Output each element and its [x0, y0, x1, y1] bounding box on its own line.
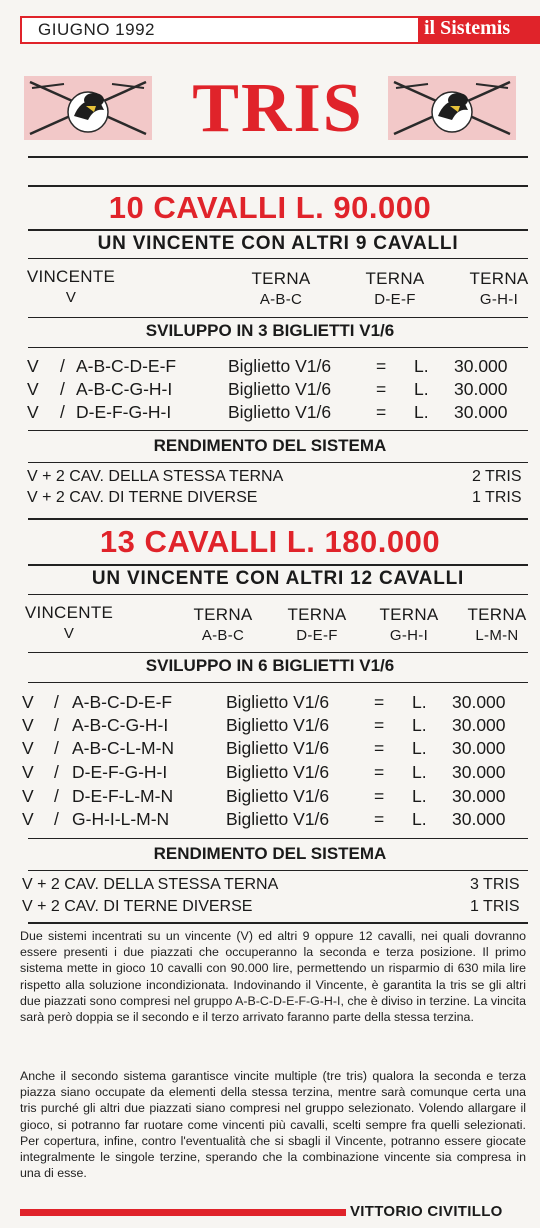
horse-racing-emblem-right [388, 76, 516, 140]
column-value: V [65, 289, 77, 306]
cell-text: = [376, 379, 387, 399]
system1-column-terna-2 [354, 268, 436, 310]
cell-text: 30.000 [454, 356, 508, 376]
column-label: TERNA [365, 269, 425, 288]
column-value: G-H-I [389, 627, 429, 644]
cell-text: V [27, 402, 39, 422]
cell-text: = [374, 786, 385, 806]
system2-ticket-row [0, 809, 540, 832]
cell-text: / [60, 379, 65, 399]
system2-ticket-row [0, 762, 540, 785]
column-label: TERNA [287, 605, 347, 624]
cell-text: A-B-C-L-M-N [72, 738, 175, 758]
cell-text: A-B-C-D-E-F [76, 356, 177, 376]
cell-text: L. [412, 692, 427, 712]
system2-column-terna-4 [458, 604, 536, 646]
cell-text: = [376, 402, 387, 422]
issue-date: GIUGNO 1992 [20, 16, 418, 44]
divider [28, 185, 528, 187]
divider [28, 838, 528, 839]
system2-column-terna-2 [278, 604, 356, 646]
cell-text: Biglietto V1/6 [228, 402, 332, 422]
magazine-brand: il Sistemis [418, 16, 540, 44]
divider [28, 652, 528, 653]
cell-text: 2 TRIS [472, 468, 522, 485]
cell-text: Biglietto V1/6 [228, 379, 332, 399]
system1-subhead: UN VINCENTE CON ALTRI 9 CAVALLI [97, 233, 459, 254]
system2-column-vincente [22, 602, 116, 644]
masthead [0, 0, 540, 44]
cell-text: 30.000 [452, 786, 506, 806]
divider [28, 922, 528, 924]
system1-ticket-row [0, 402, 540, 425]
article-paragraph: Anche il secondo sistema garantisce vincite multiple (tre tris) qualora la seconda e terza piazza siano occupate da elementi della stessa terzina, mentre sarà comunque certa una tris purché gli altri due piazzati siano compresi nel gruppo selezionato. Volendo allargare il gioco, si potranno far ruotare come vincenti più cavalli, scelti sempre fra quelli selezionati. Per copertura, infine, contro l'eventualità che si sbagli il Vincente, potranno essere giocate integralmente le singole terzine, sperando che la combinazione vincente sia compresa in una di esse. [20, 1069, 526, 1181]
cell-text: = [374, 692, 385, 712]
system1-headline: 10 CAVALLI L. 90.000 [108, 190, 432, 225]
cell-text: 30.000 [452, 715, 506, 735]
cell-text: L. [414, 402, 429, 422]
cell-text: / [54, 762, 59, 782]
divider [28, 462, 528, 463]
divider [28, 317, 528, 318]
cell-text: 30.000 [452, 692, 506, 712]
cell-text: A-B-C-G-H-I [72, 715, 169, 735]
cell-text: / [54, 786, 59, 806]
cell-text: = [376, 356, 387, 376]
cell-text: V [22, 762, 34, 782]
column-label: TERNA [467, 605, 527, 624]
cell-text: = [374, 738, 385, 758]
cell-text: V [22, 809, 34, 829]
cell-text: Biglietto V1/6 [226, 809, 330, 829]
cell-text: / [54, 692, 59, 712]
divider [28, 594, 528, 595]
divider [28, 518, 528, 520]
column-value: D-E-F [374, 291, 416, 308]
system2-column-terna-1 [184, 604, 262, 646]
cell-text: 30.000 [454, 402, 508, 422]
cell-text: D-E-F-G-H-I [76, 402, 172, 422]
cell-text: 3 TRIS [470, 876, 520, 893]
cell-text: A-B-C-G-H-I [76, 379, 173, 399]
system1-yield-row [0, 468, 540, 489]
cell-text: / [60, 356, 65, 376]
system1-column-terna-3 [460, 268, 538, 310]
cell-text: / [54, 715, 59, 735]
cell-text: L. [412, 809, 427, 829]
cell-text: V + 2 CAV. DI TERNE DIVERSE [27, 489, 258, 506]
cell-text: L. [414, 356, 429, 376]
cell-text: / [60, 402, 65, 422]
divider [28, 229, 528, 231]
cell-text: Biglietto V1/6 [226, 715, 330, 735]
cell-text: = [374, 809, 385, 829]
cell-text: Biglietto V1/6 [226, 786, 330, 806]
cell-text: / [54, 738, 59, 758]
cell-text: Biglietto V1/6 [226, 692, 330, 712]
system1-yield-title: RENDIMENTO DEL SISTEMA [153, 436, 387, 455]
cell-text: 1 TRIS [470, 898, 520, 915]
system2-ticket-row [0, 786, 540, 809]
cell-text: V + 2 CAV. DELLA STESSA TERNA [27, 468, 284, 485]
cell-text: V [27, 379, 39, 399]
cell-text: 30.000 [454, 379, 508, 399]
column-label: TERNA [251, 269, 311, 288]
column-label: VINCENTE [26, 267, 116, 286]
cell-text: V [22, 738, 34, 758]
column-value: G-H-I [479, 291, 519, 308]
column-value: A-B-C [201, 627, 245, 644]
system2-subhead: UN VINCENTE CON ALTRI 12 CAVALLI [91, 568, 465, 589]
system2-yield-row [0, 898, 540, 919]
cell-text: = [374, 762, 385, 782]
cell-text: V [22, 692, 34, 712]
system1-development-title: SVILUPPO IN 3 BIGLIETTI V1/6 [145, 321, 395, 340]
cell-text: 1 TRIS [472, 489, 522, 506]
cell-text: L. [414, 379, 429, 399]
column-label: TERNA [193, 605, 253, 624]
cell-text: L. [412, 762, 427, 782]
system2-ticket-row [0, 692, 540, 715]
divider [28, 430, 528, 431]
cell-text: L. [412, 738, 427, 758]
page-title: TRIS [192, 70, 364, 147]
cell-text: D-E-F-L-M-N [72, 786, 174, 806]
cell-text: V [27, 356, 39, 376]
cell-text: V + 2 CAV. DI TERNE DIVERSE [22, 898, 253, 915]
cell-text: 30.000 [452, 809, 506, 829]
column-value: D-E-F [296, 627, 338, 644]
cell-text: 30.000 [452, 762, 506, 782]
cell-text: V [22, 715, 34, 735]
cell-text: Biglietto V1/6 [228, 356, 332, 376]
cell-text: V [22, 786, 34, 806]
system1-ticket-row [0, 356, 540, 379]
divider [28, 564, 528, 566]
system2-headline: 13 CAVALLI L. 180.000 [99, 524, 441, 559]
system1-ticket-row [0, 379, 540, 402]
system1-yield-row [0, 489, 540, 510]
system1-column-vincente [26, 266, 116, 308]
cell-text: Biglietto V1/6 [226, 762, 330, 782]
system2-development-title: SVILUPPO IN 6 BIGLIETTI V1/6 [145, 656, 395, 675]
article-paragraph: Due sistemi incentrati su un vincente (V) ed altri 9 oppure 12 cavalli, nei quali dovranno essere presenti i due piazzati che occuperanno la seconda e terza posizione. Il primo sistema mette in gioco 10 cavalli con 90.000 lire, permettendo un risparmio di 630 mila lire rispetto alla soluzione incondizionata. Indovinando il Vincente, è garantita la tris se gli altri due piazzati sono compresi nel gruppo A-B-C-D-E-F-G-H-I, che è diviso in terzine. La vincita sarà però doppia se il secondo e il terzo arrivato faranno parte della stessa terzina. [20, 929, 526, 1025]
cell-text: A-B-C-D-E-F [72, 692, 173, 712]
system2-yield-row [0, 876, 540, 897]
divider [28, 347, 528, 348]
author-signature: VITTORIO CIVITILLO [350, 1203, 503, 1220]
column-value: A-B-C [259, 291, 303, 308]
column-label: TERNA [469, 269, 529, 288]
horse-racing-emblem-left [24, 76, 152, 140]
cell-text: G-H-I-L-M-N [72, 809, 170, 829]
column-value: L-M-N [475, 627, 519, 644]
divider [28, 258, 528, 259]
title-rule [28, 156, 528, 158]
divider [28, 682, 528, 683]
system2-column-terna-3 [370, 604, 448, 646]
divider [28, 870, 528, 871]
cell-text: L. [412, 715, 427, 735]
column-label: VINCENTE [24, 603, 114, 622]
system2-ticket-row [0, 715, 540, 738]
signature-rule [20, 1209, 346, 1216]
column-value: V [63, 625, 75, 642]
cell-text: Biglietto V1/6 [226, 738, 330, 758]
system2-yield-title: RENDIMENTO DEL SISTEMA [153, 844, 387, 863]
cell-text: / [54, 809, 59, 829]
cell-text: 30.000 [452, 738, 506, 758]
system1-column-terna-1 [240, 268, 322, 310]
cell-text: D-E-F-G-H-I [72, 762, 168, 782]
cell-text: = [374, 715, 385, 735]
system2-ticket-row [0, 738, 540, 761]
cell-text: V + 2 CAV. DELLA STESSA TERNA [22, 876, 279, 893]
cell-text: L. [412, 786, 427, 806]
column-label: TERNA [379, 605, 439, 624]
